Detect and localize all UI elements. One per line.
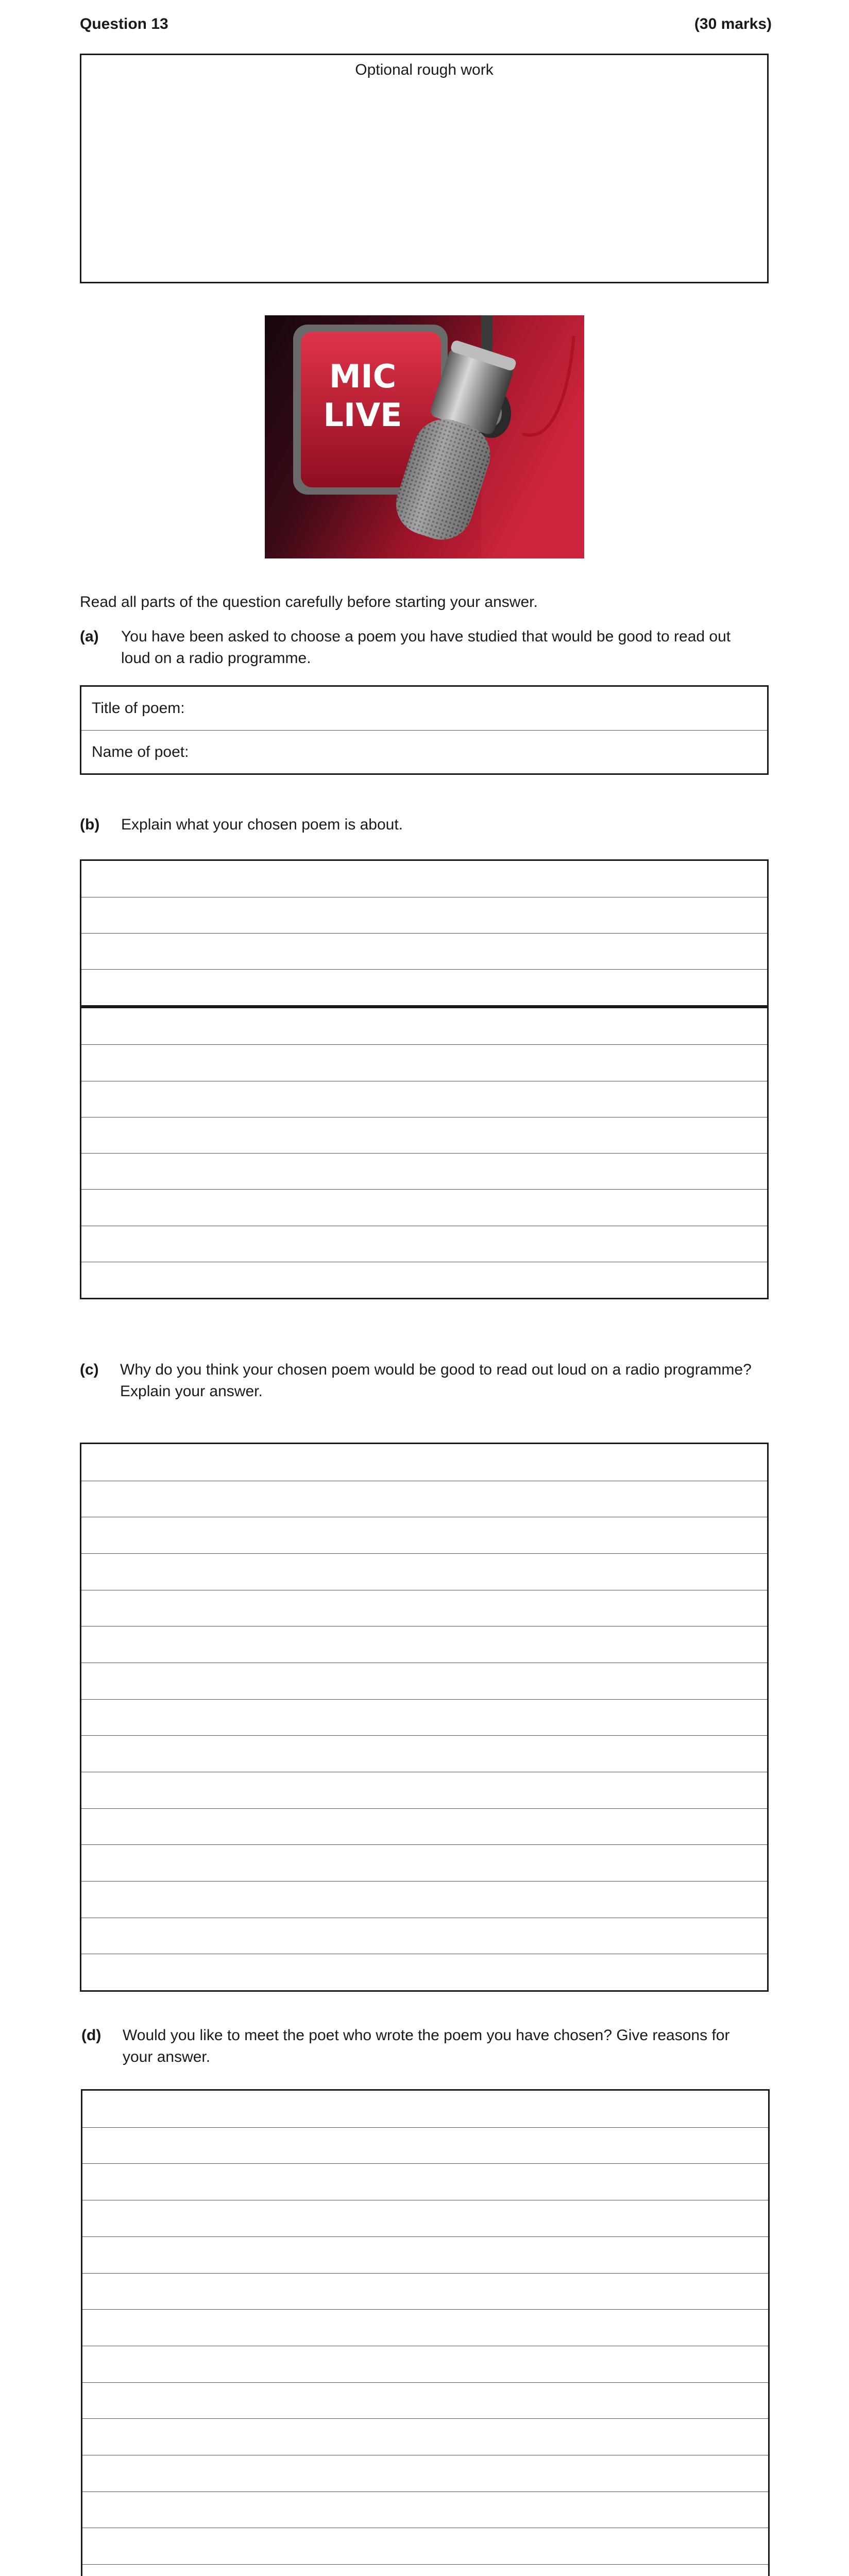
answer-line[interactable]	[81, 1699, 767, 1736]
answer-line[interactable]	[81, 1044, 767, 1080]
question-number: Question 13	[80, 15, 168, 32]
poem-title-row[interactable]	[81, 687, 767, 730]
answer-line[interactable]	[82, 2309, 768, 2346]
answer-line[interactable]	[82, 2163, 768, 2200]
part-b-letter: (b)	[80, 816, 100, 833]
part-d-text: Would you like to meet the poet who wrote the poem you have chosen? Give reasons for your answer.	[123, 2027, 730, 2065]
answer-line[interactable]	[82, 2382, 768, 2419]
question-marks: (30 marks)	[694, 15, 772, 32]
answer-line[interactable]	[82, 2200, 768, 2236]
answer-line[interactable]	[81, 1226, 767, 1262]
answer-line[interactable]	[81, 1954, 767, 1990]
answer-line[interactable]	[81, 969, 767, 1005]
answer-line[interactable]	[82, 2346, 768, 2382]
answer-line[interactable]	[81, 1189, 767, 1225]
answer-line[interactable]	[82, 2091, 768, 2127]
poet-name-label: Name of poet:	[92, 743, 189, 760]
microphone-illustration	[265, 315, 584, 558]
answer-line[interactable]	[82, 2528, 768, 2564]
answer-line[interactable]	[82, 2564, 768, 2576]
part-c-answer-box[interactable]	[80, 1443, 769, 1992]
sign-text-bottom: LIVE	[323, 396, 402, 434]
answer-line[interactable]	[82, 2418, 768, 2455]
part-a-letter: (a)	[80, 628, 99, 645]
poet-name-row[interactable]	[81, 730, 767, 773]
answer-line[interactable]	[81, 1153, 767, 1189]
instructions-text: Read all parts of the question carefully before starting your answer.	[80, 594, 538, 611]
poem-title-label: Title of poem:	[92, 700, 185, 717]
answer-line[interactable]	[81, 1262, 767, 1298]
poem-info-box	[80, 685, 769, 775]
part-b-answer-box-1[interactable]	[80, 859, 769, 1007]
part-b-text: Explain what your chosen poem is about.	[121, 816, 403, 833]
answer-line[interactable]	[82, 2455, 768, 2492]
part-c-letter: (c)	[80, 1361, 99, 1378]
answer-line[interactable]	[82, 2273, 768, 2310]
part-d-answer-box[interactable]	[81, 2089, 770, 2576]
answer-line[interactable]	[81, 1081, 767, 1117]
answer-line[interactable]	[82, 2127, 768, 2164]
answer-line[interactable]	[81, 1808, 767, 1845]
rough-work-label: Optional rough work	[355, 61, 494, 78]
part-d-letter: (d)	[81, 2027, 101, 2044]
answer-line[interactable]	[81, 1918, 767, 1954]
answer-line[interactable]	[81, 933, 767, 969]
mic-live-photo	[265, 315, 584, 558]
answer-line[interactable]	[81, 1553, 767, 1590]
answer-line[interactable]	[81, 1772, 767, 1808]
answer-line[interactable]	[81, 861, 767, 897]
part-c-text: Why do you think your chosen poem would be good to read out loud on a radio programme? Explain your answer.	[120, 1361, 752, 1400]
answer-line[interactable]	[81, 1117, 767, 1153]
sign-text-top: MIC	[329, 358, 397, 395]
answer-line[interactable]	[81, 897, 767, 933]
answer-line[interactable]	[81, 1626, 767, 1663]
answer-line[interactable]	[82, 2492, 768, 2528]
answer-line[interactable]	[81, 1881, 767, 1918]
answer-line[interactable]	[81, 1517, 767, 1553]
answer-line[interactable]	[81, 1008, 767, 1044]
answer-line[interactable]	[81, 1590, 767, 1626]
part-a-text: You have been asked to choose a poem you have studied that would be good to read out loud on a radio programme.	[121, 628, 731, 667]
answer-line[interactable]	[81, 1481, 767, 1517]
part-b-answer-box-2[interactable]	[80, 1007, 769, 1299]
answer-line[interactable]	[81, 1663, 767, 1699]
answer-line[interactable]	[81, 1844, 767, 1881]
answer-line[interactable]	[81, 1735, 767, 1772]
answer-line[interactable]	[82, 2236, 768, 2273]
answer-line[interactable]	[81, 1444, 767, 1481]
rough-work-box[interactable]	[80, 54, 769, 283]
